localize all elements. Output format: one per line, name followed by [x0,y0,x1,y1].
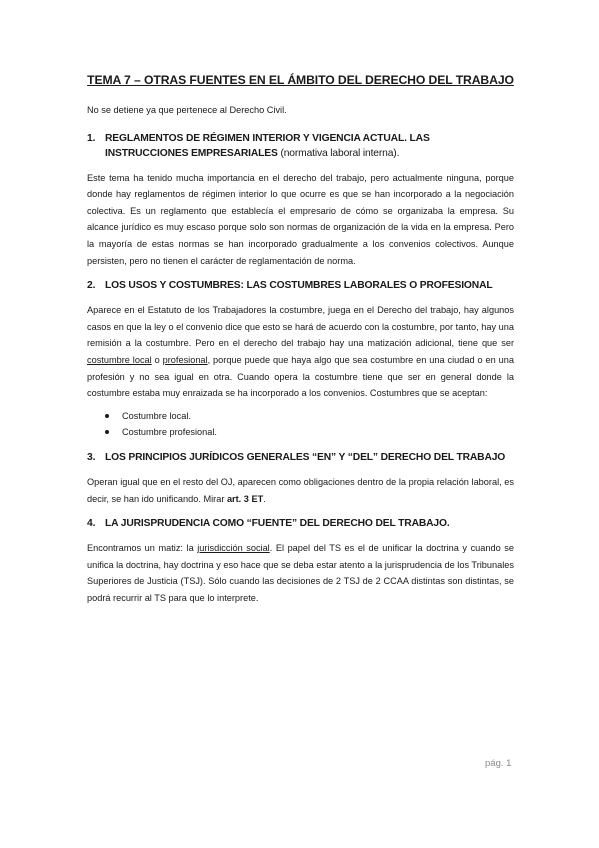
list-item: Costumbre local. [105,408,514,425]
paragraph-text: . [263,493,266,504]
paragraph-text: . El papel del TS es el de unificar la doctrina y cuando se unifica la doctrina, hay doctrina y eso hace que se deba estar atento a la jurisprudencia de los Tribunales Superiores de Justicia (TSJ). Sólo cuando las decisiones de 2 TSJ de 2 CCAA distintas son distintas, se podrá recurrir al TS para que lo interprete. [87,543,514,603]
paragraph-text: o [151,354,163,365]
section-2-paragraph [87,302,514,402]
section-heading-main: REGLAMENTOS DE RÉGIMEN INTERIOR Y VIGENCIA ACTUAL. LAS INSTRUCCIONES EMPRESARIALES [105,132,430,159]
section-number: 1. [87,132,96,144]
section-3-paragraph [87,474,514,507]
page-number: pág. 1 [485,758,512,769]
bold-reference: art. 3 ET [226,493,264,504]
section-heading-text: LOS USOS Y COSTUMBRES: LAS COSTUMBRES LABORALES O PROFESIONAL [105,280,493,292]
paragraph-text: Encontramos un matiz: la [87,543,198,554]
section-1 [87,131,514,270]
list-item: Costumbre profesional. [105,424,514,441]
section-4 [87,516,514,606]
underlined-term-profesional: profesional [162,354,208,365]
paragraph-text: Aparece en el Estatuto de los Trabajadores la costumbre, juega en el Derecho del trabajo, hay algunos casos en que la ley o el convenio dice que esto se hará de acuerdo con la costumbre, por tanto, hay una remisión a la costumbre. Pero en el derecho del trabajo hay una matización adicional, tiene que ser [87,305,514,349]
section-heading-suffix: (normativa laboral interna). [277,147,400,159]
section-4-heading [87,516,514,531]
section-1-heading [87,131,514,161]
section-4-paragraph [87,540,514,606]
intro-paragraph: No se detiene ya que pertenece al Derecho Civil. [87,105,287,115]
section-heading-text [105,131,514,161]
underlined-term-costumbre-local: costumbre local [87,354,152,365]
section-number: 3. [87,451,96,463]
paragraph-text: Operan igual que en el resto del OJ, aparecen como obligaciones dentro de la propia relación laboral, es decir, se han ido unificando. Mirar [87,476,514,504]
section-2-heading [87,278,514,293]
section-3 [87,450,514,507]
paragraph-text: , porque puede que haya algo que sea costumbre en una ciudad o en una profesión y no sea igual en otra. Cuando opera la costumbre tiene que ser en general donde la costumbre estaba muy enraizada se ha incorporado a los convenios. Costumbres que se aceptan: [87,354,514,399]
section-number: 4. [87,518,96,530]
section-heading-text: LA JURISPRUDENCIA COMO “FUENTE” DEL DERECHO DEL TRABAJO. [105,518,450,530]
page-content [87,72,514,615]
bullet-list [87,408,514,441]
underlined-term-jurisdiccion-social: jurisdicción social [197,543,270,554]
section-2 [87,278,514,441]
section-number: 2. [87,280,96,292]
section-3-heading [87,450,514,465]
section-heading-text: LOS PRINCIPIOS JURÍDICOS GENERALES “EN” Y “DEL” DERECHO DEL TRABAJO [105,451,506,463]
document-title: TEMA 7 – OTRAS FUENTES EN EL ÁMBITO DEL DERECHO DEL TRABAJO [87,73,514,87]
section-1-paragraph: Este tema ha tenido mucha importancia en el derecho del trabajo, pero actualmente ninguna, porque donde hay reglamentos de régimen interior lo que ocurre es que se han incorporado a la negociación colectiva. Es un reglamento que establecía el empresario de cómo se organizaba la empresa. Su alcance jurídico es muy escaso porque solo son normas de organización de la vida en la empresa. Pero la mayoría de estas normas se han incorporado gradualmente a los convenios colectivos. Aunque persisten, pero no tienen el carácter de reglamentación de norma. [87,172,514,266]
